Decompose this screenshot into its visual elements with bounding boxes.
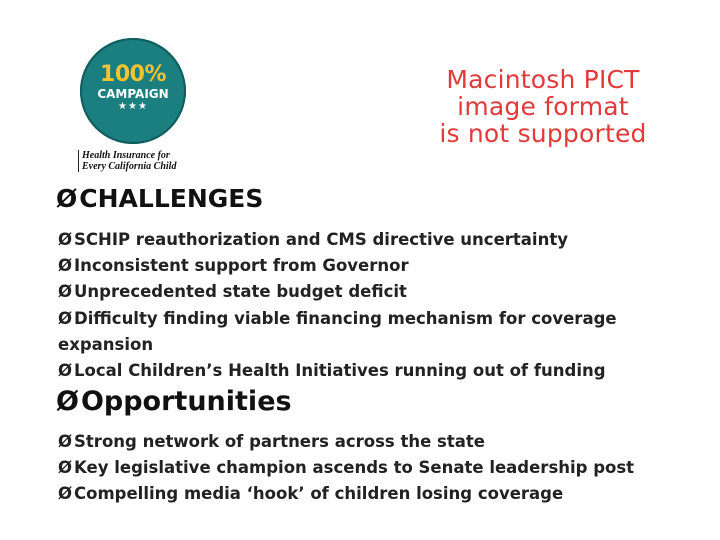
arrow-bullet-icon: Ø [58,432,73,451]
list-item: Ø Difficulty finding viable financing mechanism for coverage expansion [58,308,617,354]
arrow-bullet-icon: Ø [58,361,73,381]
placeholder-line2: image format [457,92,629,121]
arrow-bullet-icon: Ø [58,484,73,504]
logo-percent: 100% [100,62,166,87]
arrow-bullet-icon: Ø [56,184,78,213]
logo-tagline [82,150,208,172]
challenges-heading-text: CHALLENGES [79,184,264,213]
opportunities-heading [56,386,292,417]
challenges-list [58,227,648,384]
logo-tagline-line1: Health Insurance for [82,150,170,161]
list-item: Ø Unprecedented state budget deficit [58,282,407,302]
list-item: Ø Strong network of partners across the state [58,432,485,451]
logo-badge [80,38,186,144]
list-item: Ø Compelling media ‘hook’ of children losing coverage [58,484,564,504]
list-item: Ø SCHIP reauthorization and CMS directive uncertainty [58,230,568,249]
logo-stars: ★★★ [118,101,148,112]
challenges-heading [56,184,263,213]
logo-tagline-line2: Every California Child [82,161,177,172]
arrow-bullet-icon: Ø [58,256,73,276]
campaign-logo [76,34,208,174]
list-item: Ø Key legislative champion ascends to Senate leadership post [58,458,635,478]
list-item: Ø Inconsistent support from Governor [58,256,409,276]
arrow-bullet-icon: Ø [56,386,79,417]
opportunities-heading-text: Opportunities [80,386,292,417]
placeholder-line1: Macintosh PICT [446,65,640,94]
logo-divider [78,150,79,172]
arrow-bullet-icon: Ø [58,308,73,328]
arrow-bullet-icon: Ø [58,458,73,478]
logo-campaign: CAMPAIGN [97,87,169,101]
placeholder-line3: is not supported [439,119,647,148]
arrow-bullet-icon: Ø [58,282,73,302]
arrow-bullet-icon: Ø [58,230,73,249]
opportunities-list [58,429,648,508]
unsupported-image-placeholder [398,66,688,147]
list-item: Ø Local Children’s Health Initiatives running out of funding [58,361,606,381]
